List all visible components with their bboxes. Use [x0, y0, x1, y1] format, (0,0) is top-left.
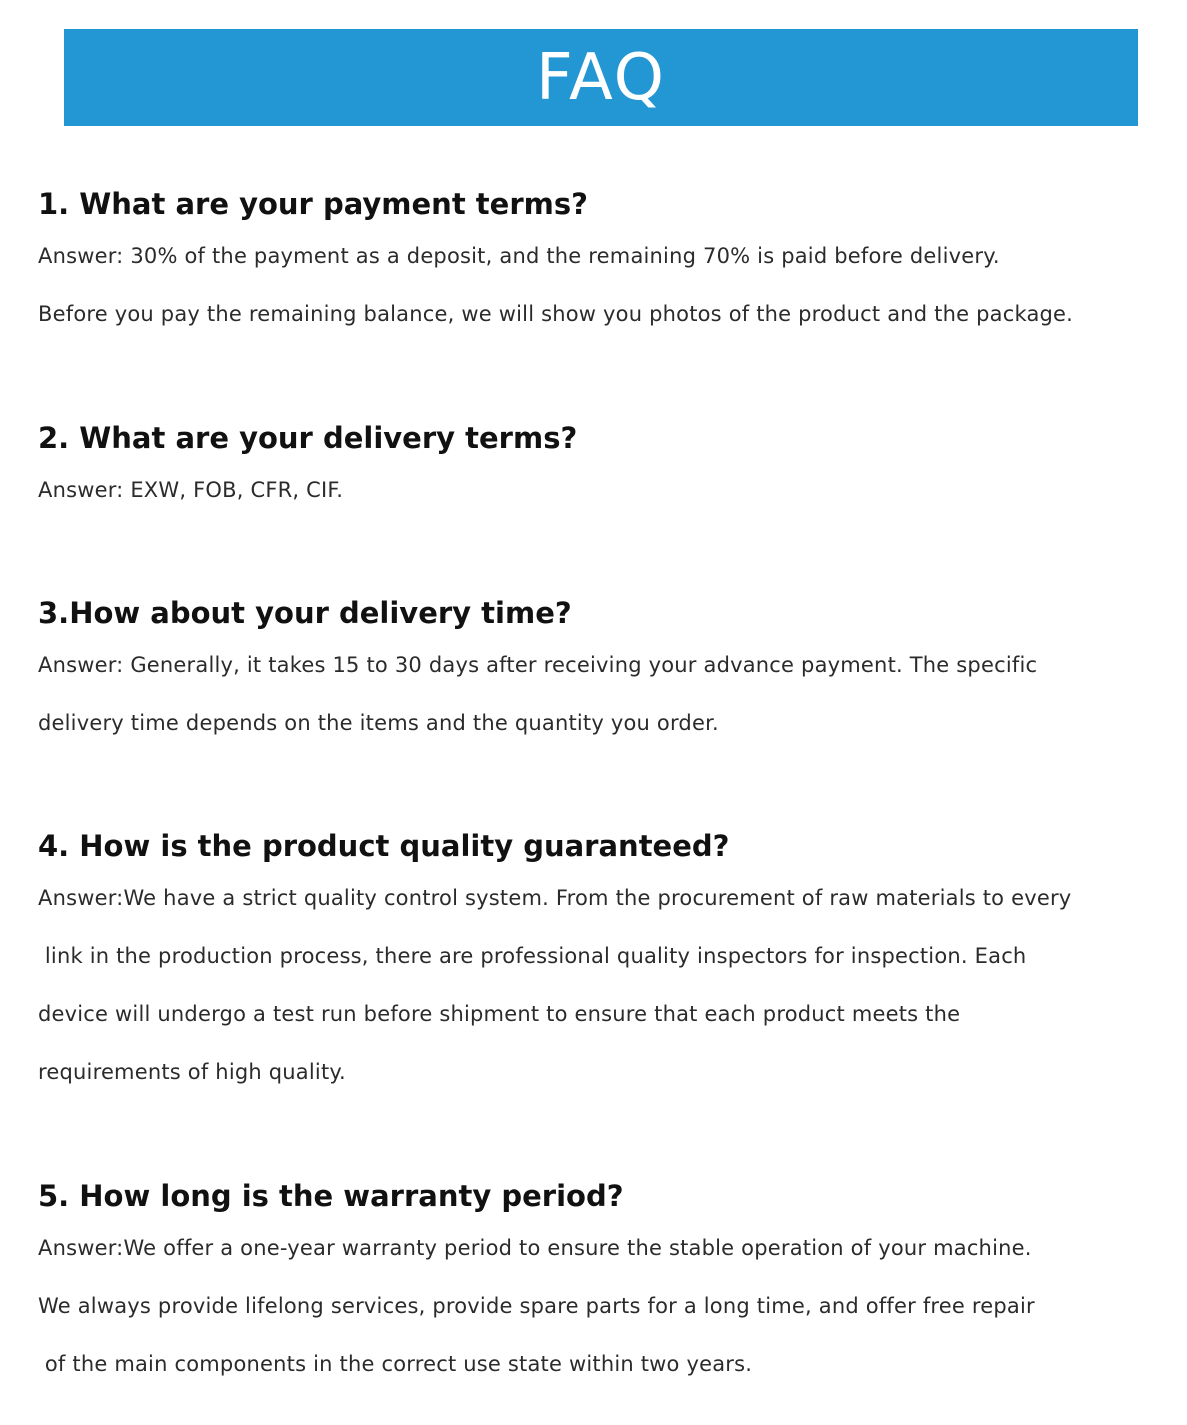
faq-answer-line: We always provide lifelong services, provide spare parts for a long time, and offer free repair	[38, 1294, 1035, 1318]
faq-answer-line: Answer: EXW, FOB, CFR, CIF.	[38, 478, 344, 502]
faq-item-payment-terms	[38, 184, 1168, 343]
faq-question: 1. What are your payment terms?	[38, 187, 588, 221]
faq-answer-line: Answer:We offer a one-year warranty period to ensure the stable operation of your machine.	[38, 1236, 1032, 1260]
faq-banner	[64, 29, 1138, 126]
faq-answer-line: Answer:We have a strict quality control system. From the procurement of raw materials to every	[38, 886, 1072, 910]
faq-item-delivery-time	[38, 593, 1168, 752]
faq-answer-line: Answer: Generally, it takes 15 to 30 days after receiving your advance payment. The specific	[38, 653, 1038, 677]
faq-answer-line: delivery time depends on the items and the quantity you order.	[38, 711, 719, 735]
faq-answer-line: link in the production process, there are professional quality inspectors for inspection. Each	[38, 944, 1027, 968]
faq-question: 3.How about your delivery time?	[38, 596, 572, 630]
faq-item-delivery-terms	[38, 418, 1168, 519]
faq-answer-line: Before you pay the remaining balance, we will show you photos of the product and the package.	[38, 302, 1074, 326]
faq-answer-line: requirements of high quality.	[38, 1060, 346, 1084]
faq-item-warranty-period	[38, 1176, 1168, 1393]
faq-answer-line: Answer: 30% of the payment as a deposit, and the remaining 70% is paid before delivery.	[38, 244, 1000, 268]
faq-question: 2. What are your delivery terms?	[38, 421, 578, 455]
page-title: FAQ	[536, 40, 666, 115]
faq-answer-line: device will undergo a test run before shipment to ensure that each product meets the	[38, 1002, 961, 1026]
faq-question: 4. How is the product quality guaranteed?	[38, 829, 730, 863]
faq-answer-line: of the main components in the correct use state within two years.	[38, 1352, 753, 1376]
faq-item-quality-guarantee	[38, 826, 1168, 1101]
faq-question: 5. How long is the warranty period?	[38, 1179, 624, 1213]
